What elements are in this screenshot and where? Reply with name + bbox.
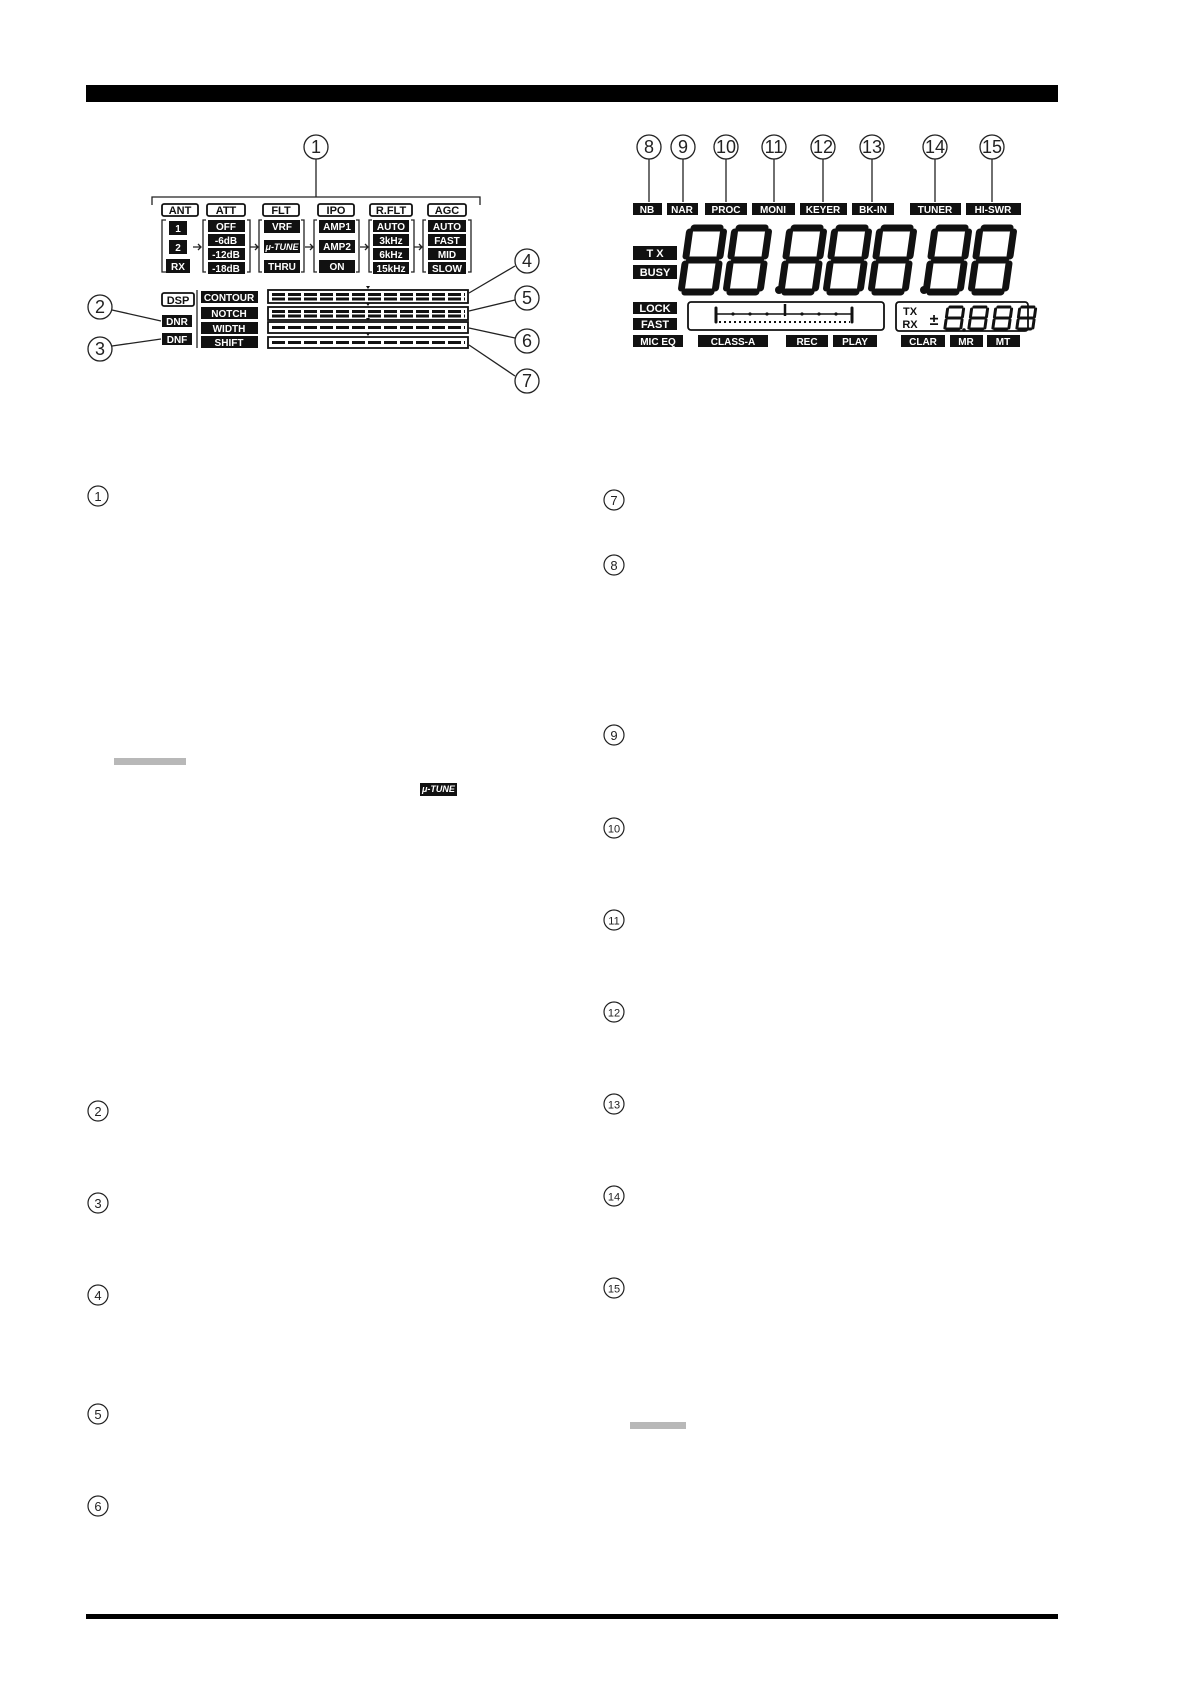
notch-label: NOTCH — [211, 309, 247, 320]
shift-label: SHIFT — [214, 338, 244, 349]
svg-text:8: 8 — [610, 558, 618, 573]
svg-text:12: 12 — [607, 1007, 621, 1020]
mtune-inline-icon: μ-TUNE — [422, 784, 455, 794]
nb-label: NB — [639, 205, 655, 216]
svg-text:6: 6 — [94, 1499, 102, 1514]
nar-label: NAR — [671, 205, 693, 216]
note-divider-right — [630, 1422, 686, 1429]
svg-text:13: 13 — [607, 1099, 621, 1112]
clarifier-readout — [896, 302, 1036, 332]
tuner-label: TUNER — [917, 205, 953, 216]
right-callouts — [637, 135, 1004, 202]
svg-text:4: 4 — [94, 1288, 102, 1303]
fast-indicator: FAST — [640, 319, 670, 331]
class-a-indicator: CLASS-A — [710, 337, 756, 348]
dsp-bar-scales — [268, 286, 468, 348]
callout-6-label: 6 — [521, 331, 533, 351]
tx-indicator: T X — [646, 248, 664, 260]
callout-2-label: 2 — [94, 297, 106, 317]
ipo-on: ON — [329, 262, 345, 273]
marker-6 — [87, 1495, 109, 1517]
flt-mtune: μ-TUNE — [265, 242, 299, 252]
ipo-header: IPO — [326, 205, 346, 217]
clar-indicator: CLAR — [909, 337, 937, 348]
left-display-diagram — [80, 125, 560, 405]
svg-text:11: 11 — [608, 915, 620, 928]
clar-sign: ± — [929, 312, 939, 329]
contour-label: CONTOUR — [203, 293, 255, 304]
svg-text:2: 2 — [94, 1104, 102, 1119]
marker-7 — [603, 489, 625, 511]
svg-text:5: 5 — [94, 1407, 102, 1422]
dsp-section — [162, 286, 468, 349]
dsp-label: DSP — [166, 295, 190, 307]
callout-14-label: 14 — [924, 137, 946, 157]
att-12db: -12dB — [212, 250, 240, 261]
rec-indicator: REC — [796, 337, 818, 348]
mt-indicator: MT — [995, 337, 1011, 348]
svg-text:14: 14 — [607, 1191, 621, 1204]
marker-5 — [87, 1403, 109, 1425]
marker-8 — [603, 554, 625, 576]
agc-auto: AUTO — [432, 222, 462, 233]
rflt-header: R.FLT — [375, 205, 407, 217]
marker-12 — [603, 1001, 625, 1023]
svg-text:7: 7 — [610, 493, 618, 508]
marker-14 — [603, 1185, 625, 1207]
svg-text:3: 3 — [94, 1196, 102, 1211]
marker-9 — [603, 724, 625, 746]
frequency-text: 88.888.88 — [800, 280, 805, 281]
marker-2 — [87, 1100, 109, 1122]
svg-text:10: 10 — [607, 823, 621, 836]
callout-9-label: 9 — [677, 137, 689, 157]
moni-label: MONI — [759, 205, 787, 216]
ipo-amp2: AMP2 — [323, 242, 351, 253]
rflt-3khz: 3kHz — [379, 236, 403, 247]
lock-indicator: LOCK — [639, 303, 671, 315]
note-divider-left — [114, 758, 186, 765]
att-18db: -18dB — [212, 264, 240, 275]
function-groups — [162, 204, 471, 275]
ipo-amp1: AMP1 — [323, 222, 351, 233]
agc-mid: MID — [437, 250, 457, 261]
clar-digits-text: 8.888 — [980, 330, 983, 331]
callout-4-label: 4 — [521, 251, 533, 271]
callout-15-label: 15 — [981, 137, 1003, 157]
marker-13 — [603, 1093, 625, 1115]
callout-10-label: 10 — [715, 137, 737, 157]
callout-11-label: 11 — [764, 137, 784, 157]
group-agc — [423, 204, 471, 275]
clar-tx-label: TX — [902, 306, 918, 318]
keyer-label: KEYER — [805, 205, 841, 216]
proc-label: PROC — [711, 205, 741, 216]
dnr-label: DNR — [166, 317, 188, 328]
svg-text:9: 9 — [610, 728, 618, 743]
dnf-label: DNF — [166, 335, 188, 346]
rflt-auto: AUTO — [376, 222, 406, 233]
hi-swr-label: HI-SWR — [974, 205, 1012, 216]
callout-7-label: 7 — [521, 371, 533, 391]
marker-4 — [87, 1284, 109, 1306]
group-ipo — [314, 204, 368, 273]
rflt-6khz: 6kHz — [379, 250, 403, 261]
marker-1 — [87, 485, 109, 507]
group-ant — [162, 204, 201, 273]
marker-10 — [603, 817, 625, 839]
svg-text:1: 1 — [94, 489, 102, 504]
busy-indicator: BUSY — [639, 267, 671, 279]
att-6db: -6dB — [214, 236, 238, 247]
mic-eq-indicator: MIC EQ — [640, 337, 676, 348]
group-att — [203, 204, 258, 275]
callout-1-label: 1 — [310, 137, 322, 157]
flt-header: FLT — [271, 205, 291, 217]
marker-15 — [603, 1277, 625, 1299]
clar-rx-label: RX — [902, 319, 918, 331]
att-header: ATT — [215, 205, 237, 217]
right-top-labels — [633, 203, 1021, 216]
agc-slow: SLOW — [432, 264, 462, 275]
flt-thru: THRU — [268, 262, 296, 273]
mr-indicator: MR — [958, 337, 974, 348]
width-label: WIDTH — [212, 324, 246, 335]
marker-3 — [87, 1192, 109, 1214]
header-rule — [86, 85, 1058, 102]
group-flt — [259, 204, 313, 273]
agc-fast: FAST — [434, 236, 460, 247]
callout-1-bracket — [152, 159, 480, 205]
svg-text:15: 15 — [607, 1283, 621, 1296]
flt-vrf: VRF — [272, 222, 292, 233]
ant-rx: RX — [171, 262, 185, 273]
agc-header: AGC — [434, 205, 460, 217]
footer-rule — [86, 1614, 1058, 1619]
ant-2: 2 — [175, 243, 181, 254]
ant-1: 1 — [175, 224, 181, 235]
group-rflt — [369, 204, 422, 275]
ant-header: ANT — [168, 205, 192, 217]
frequency-readout — [681, 228, 1014, 294]
callout-3-label: 3 — [94, 339, 106, 359]
callout-5-label: 5 — [521, 288, 533, 308]
right-display-diagram — [620, 125, 1040, 365]
callout-8-label: 8 — [643, 137, 655, 157]
bk-in-label: BK-IN — [859, 205, 887, 216]
att-off: OFF — [216, 222, 236, 233]
callout-13-label: 13 — [861, 137, 883, 157]
play-indicator: PLAY — [842, 337, 868, 348]
tuning-meter — [688, 302, 884, 330]
marker-11 — [603, 909, 625, 931]
rflt-15khz: 15kHz — [376, 264, 406, 275]
callout-12-label: 12 — [812, 137, 834, 157]
